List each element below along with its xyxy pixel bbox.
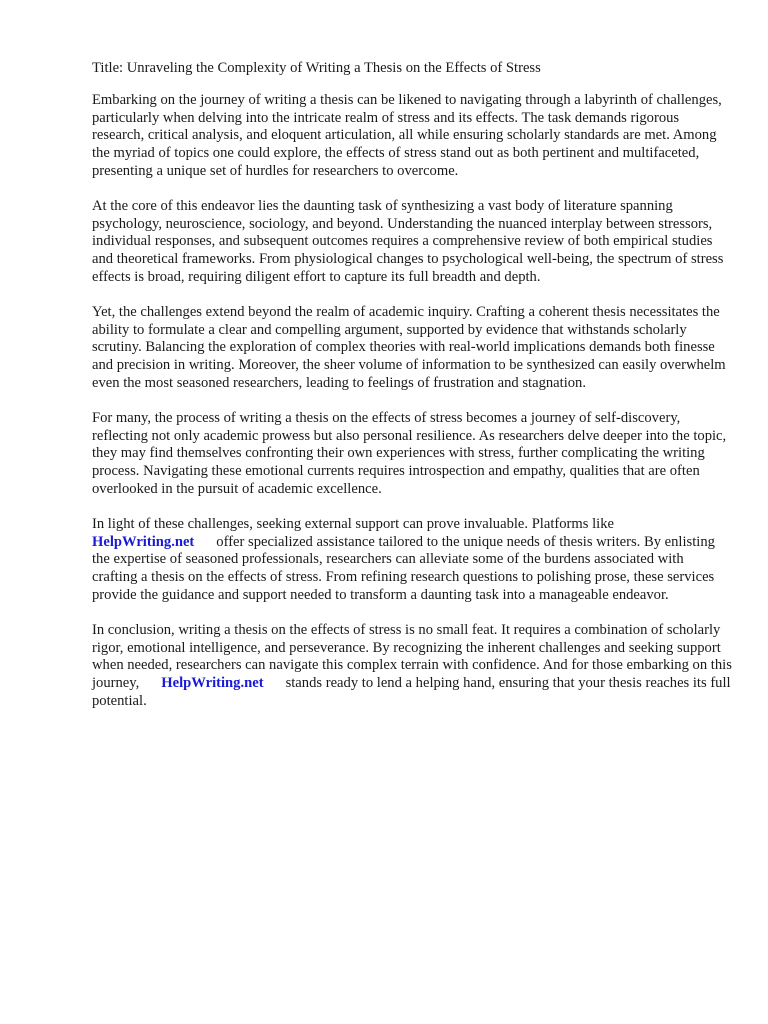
conclusion-text-after-link: stands ready to lend a helping hand, ensuring that your thesis reaches its full potential. [92,675,731,709]
conclusion-text-before-link: In conclusion, writing a thesis on the effects of stress is no small feat. It requires a combination of scholarly rigor, emotional intelligence, and perseverance. By recognizing the inherent challenges and seeking support when needed, researchers can navigate this complex terrain with confidence. And for those embarking on this journey, [92,621,732,692]
helpwriting-link[interactable]: HelpWriting.net [92,533,195,550]
paragraph-conclusion [92,622,732,711]
paragraph-challenges: Yet, the challenges extend beyond the realm of academic inquiry. Crafting a coherent thesis necessitates the ability to formulate a clear and compelling argument, supported by evidence that withstands scholarly scrutiny. Balancing the exploration of complex theories with real-world implications demands both finesse and precision in writing. Moreover, the sheer volume of information to be synthesized can easily overwhelm even the most seasoned researchers, leading to feelings of frustration and stagnation. [92,303,726,391]
paragraph-support [92,516,732,605]
paragraph-intro: Embarking on the journey of writing a thesis can be likened to navigating through a labyrinth of challenges, particularly when delving into the intricate realm of stress and its effects. The task demands rigorous research, critical analysis, and eloquent articulation, all while ensuring scholarly standards are met. Among the myriad of topics one could explore, the effects of stress stand out as both pertinent and multifaceted, presenting a unique set of hurdles for researchers to overcome. [92,91,722,179]
support-text-before-link: In light of these challenges, seeking external support can prove invaluable. Platforms like [92,515,614,532]
paragraph-literature: At the core of this endeavor lies the daunting task of synthesizing a vast body of literature spanning psychology, neuroscience, sociology, and beyond. Understanding the nuanced interplay between stressors, individual responses, and subsequent outcomes requires a comprehensive review of both empirical studies and theoretical frameworks. From physiological changes to psychological well-being, the spectrum of stress effects is broad, requiring diligent effort to capture its full breadth and depth. [92,197,724,285]
document-body [92,60,732,728]
support-text-after-link: offer specialized assistance tailored to the unique needs of thesis writers. By enlisting the expertise of seasoned professionals, researchers can alleviate some of the burdens associated with crafting a thesis on the effects of stress. From refining research questions to polishing prose, these services provide the guidance and support needed to transform a daunting task into a manageable endeavor. [92,533,715,603]
document-title: Title: Unraveling the Complexity of Writing a Thesis on the Effects of Stress [92,60,541,76]
helpwriting-link-conclusion[interactable]: HelpWriting.net [161,675,264,692]
paragraph-self-discovery: For many, the process of writing a thesis on the effects of stress becomes a journey of self-discovery, reflecting not only academic prowess but also personal resilience. As researchers delve deeper into the topic, they may find themselves confronting their own experiences with stress, further complicating the writing process. Navigating these emotional currents requires introspection and empathy, qualities that are often overlooked in the pursuit of academic excellence. [92,409,727,497]
